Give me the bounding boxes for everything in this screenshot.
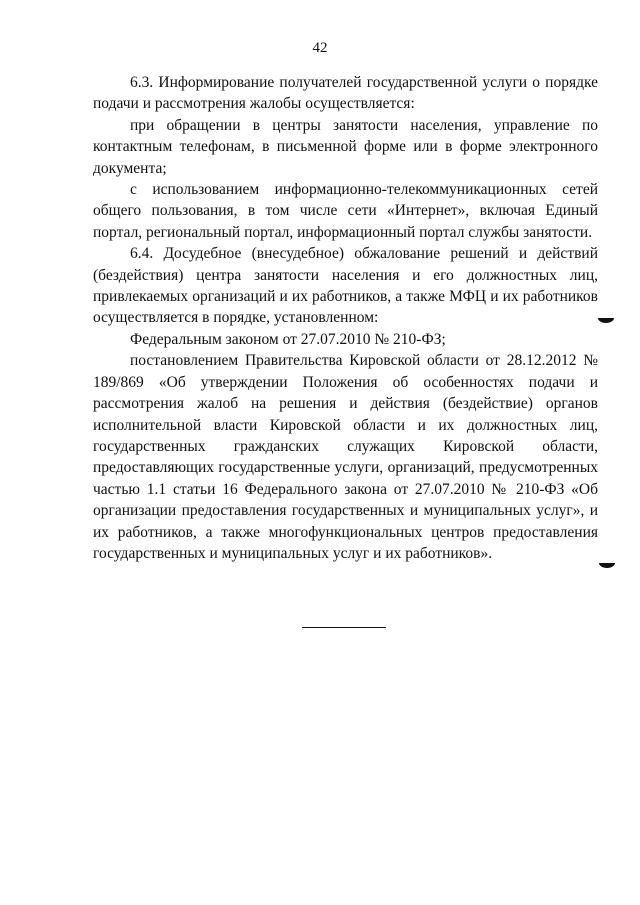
margin-mark	[599, 563, 615, 568]
paragraph-government-resolution: постановлением Правительства Кировской области от 28.12.2012 № 189/869 «Об утверждении Положения об особенностях подачи и рассмотрения жалоб на решения и действия (бездействие) органов исполнительной власти Кировской области и их должностных лиц, государственных гражданских служащих Кировской области, предоставляющих государственные услуги, организаций, предусмотренных частью 1.1 статьи 16 Федерального закона от 27.07.2010 № 210-ФЗ «Об организации предоставления государственных и муниципальных услуг», и их работников, а также многофункциональных центров предоставления государственных и муниципальных услуг и их работников».	[93, 352, 598, 562]
paragraph-internet-methods: с использованием информационно-телекоммуникационных сетей общего пользования, в том числе сети «Интернет», включая Единый портал, региональный портал, информационный портал службы занятости.	[93, 181, 598, 241]
paragraph-contact-methods: при обращении в центры занятости населения, управление по контактным телефонам, в письменной форме или в форме электронного документа;	[93, 116, 598, 177]
paragraph-6-4: 6.4. Досудебное (внесудебное) обжалование решений и действий (бездействия) центра занятости населения и его должностных лиц, привлекаемых организаций и их работников, а также МФЦ и их работников осуществляется в порядке, установленном:	[93, 245, 598, 327]
end-separator-line	[302, 627, 386, 628]
document-body	[93, 72, 598, 564]
margin-mark	[598, 318, 614, 323]
page-number: 42	[312, 40, 328, 56]
paragraph-6-3: 6.3. Информирование получателей государственной услуги о порядке подачи и рассмотрения жалобы осуществляется:	[93, 74, 598, 113]
paragraph-federal-law: Федеральным законом от 27.07.2010 № 210-ФЗ;	[130, 330, 446, 348]
